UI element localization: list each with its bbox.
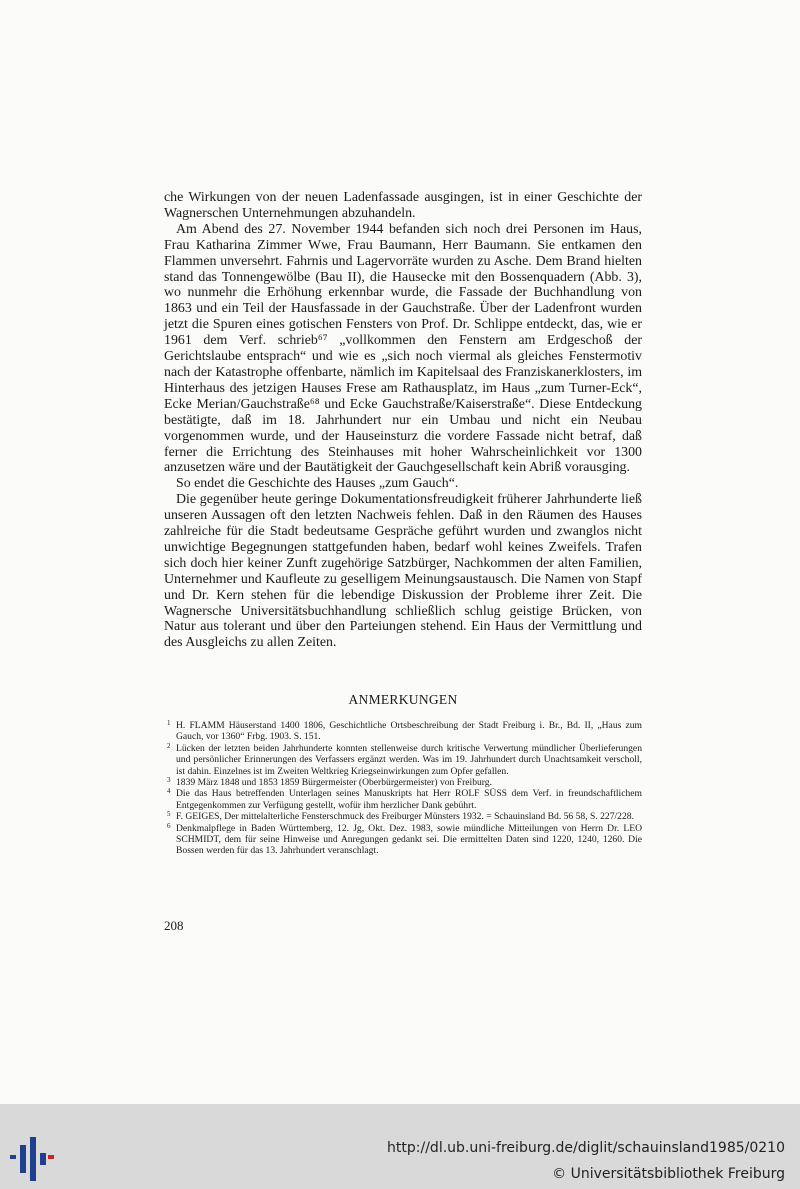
note-text: Denkmalpflege in Baden Württemberg, 12. Jg, Okt. Dez. 1983, sowie mündliche Mitteilungen von Herrn Dr. LEO SCHMIDT, dem für seine Hinweise und Anregungen gedankt sei. Die ermittelten Daten sind 1220, 1240, 1260. Die Bossen werden für das 13. Jahrhundert veranschlagt.: [176, 822, 642, 857]
note-item: [164, 743, 642, 777]
notes-heading: ANMERKUNGEN: [348, 692, 458, 707]
page-number: 208: [164, 918, 184, 933]
paragraph: Die gegenüber heute geringe Dokumentationsfreudigkeit früherer Jahrhunderte ließ unseren Aussagen oft den letzten Nachweis fehlen. Daß in den Räumen des Hauses zahlreiche für die Stadt bedeutsame Gespräche geführt wurden und zwanglos nicht unwichtige Begegnungen stattgefunden haben, bedarf wohl keines Zweifels. Trafen sich doch hier keiner Zunft zugehörige Satzbürger, Nachkommen der alten Familien, Unternehmer und Kaufleute zu geselligem Meinungsaustausch. Die Namen von Stapf und Dr. Kern stehen für die lebendige Diskussion der Probleme ihrer Zeit. Die Wagnersche Universitätsbuchhandlung schließlich schlug geistige Brücken, von Natur aus tolerant und über den Parteiungen stehend. Ein Haus der Vermittlung und des Ausgleichs zu allen Zeiten.: [164, 492, 642, 651]
paragraph: che Wirkungen von der neuen Ladenfassade ausgingen, ist in einer Geschichte der Wagnerschen Unternehmungen abzuhandeln.: [164, 190, 642, 221]
library-logo-icon: [10, 1137, 54, 1181]
note-item: [164, 777, 642, 788]
note-number: 1: [167, 719, 171, 727]
body-text: [164, 190, 642, 651]
note-number: 6: [167, 821, 171, 830]
copyright-text: © Universitätsbibliothek Freiburg: [552, 1166, 785, 1182]
note-text: Die das Haus betreffenden Unterlagen seines Manuskripts hat Herr ROLF SÜSS dem Verf. in freundschaftlichem Entgegenkommen zur Verfügung gestellt, wofür ihm herzlicher Dank gebührt.: [176, 788, 642, 811]
note-number: 2: [167, 741, 171, 750]
note-item: [164, 788, 642, 811]
note-number: 3: [167, 776, 171, 785]
note-text: H. FLAMM Häuserstand 1400 1806, Geschichtliche Ortsbeschreibung der Stadt Freiburg i. Br., Bd. II, „Haus zum Gauch, vor 1360“ Frbg. 1903. S. 151.: [176, 720, 642, 743]
paragraph: So endet die Geschichte des Hauses „zum Gauch“.: [176, 476, 459, 492]
note-item: [164, 823, 642, 857]
note-number: 5: [167, 810, 171, 819]
paragraph: Am Abend des 27. November 1944 befanden sich noch drei Personen im Haus, Frau Katharina Zimmer Wwe, Frau Baumann, Herr Baumann. Sie entkamen den Flammen unversehrt. Fahrnis und Lagervorräte wurden zu Asche. Dem Brand hielten stand das Tonnengewölbe (Bau II), die Hausecke mit den Bossenquadern (Abb. 3), wo nunmehr die Erhöhung erkennbar wurde, die Fassade der Buchhandlung von 1863 und ein Teil der Hausfassade in der Gauchstraße. Über der Ladenfront wurden jetzt die Spuren eines gotischen Fensters von Prof. Dr. Schlippe entdeckt, das, wie er 1961 dem Verf. schrieb⁶⁷ „vollkommen den Fenstern am Erdgeschoß der Gerichtslaube entsprach“ und wie es „sich noch viermal als gleiches Fenstermotiv nach der Katastrophe offenbarte, nämlich im Kapitelsaal des Franziskanerklosters, im Hinterhaus des jetzigen Hauses Frese am Rathausplatz, im Haus „zum Turner-Eck“, Ecke Merian/Gauchstraße⁶⁸ und Ecke Gauchstraße/Kaiserstraße“. Diese Entdeckung bestätigte, daß im 18. Jahrhundert nur ein Umbau und nicht ein Neubau vorgenommen wurde, und der Hauseinsturz die vordere Fassade nicht betraf, daß ferner die Errichtung des Steinhauses mit hoher Wahrscheinlichkeit vor 1300 anzusetzen wäre und der Bautätigkeit der Gauchgesellschaft kein Abriß vorausging.: [164, 221, 642, 476]
note-text: F. GEIGES, Der mittelalterliche Fensterschmuck des Freiburger Münsters 1932. = Schauinsland Bd. 56 58, S. 227/228.: [176, 811, 634, 823]
notes-list: [164, 720, 642, 857]
permalink-url[interactable]: http://dl.ub.uni-freiburg.de/diglit/schauinsland1985/0210: [387, 1140, 785, 1156]
note-text: Lücken der letzten beiden Jahrhunderte konnten stellenweise durch kritische Verwertung mündlicher Überlieferungen und persönlicher Erinnerungen des Verfassers ergänzt werden. Was im 19. Jahrhundert durch Unachtsamkeit verscholl, ist dahin. Einzelnes ist im Zweiten Weltkrieg Kriegseinwirkungen zum Opfer gefallen.: [176, 742, 642, 777]
note-text: 1839 März 1848 und 1853 1859 Bürgermeister (Oberbürgermeister) von Freiburg.: [176, 777, 492, 789]
note-item: [164, 811, 642, 822]
note-number: 4: [167, 787, 171, 796]
note-item: [164, 720, 642, 743]
